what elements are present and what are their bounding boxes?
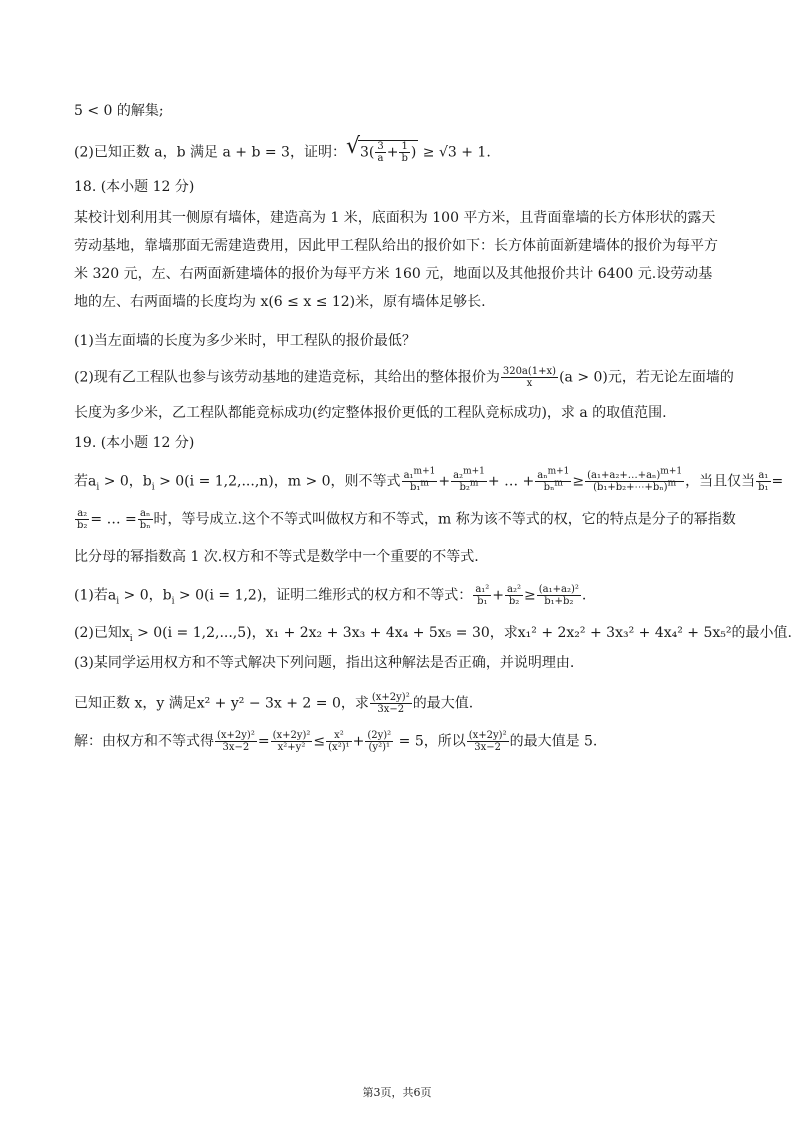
text-line (74, 134, 720, 164)
text: 5 < 0 的解集; (74, 103, 164, 119)
text: 某校计划利用其一侧原有墙体，建造高为 1 米，底面积为 100 平方米，且背面靠墙的长方体形状的露天劳动基地，靠墙那面无需建造费用，因此甲工程队给出的报价如下：长方体前面新建墙体的报价为每平方米 320 元，左、右两面新建墙体的报价为每平方米 160 元，地面以及其他报价共计 6400 元.设劳动基地的左、右两面墙的长度均为 x(6 ≤ x ≤ 12)米，原有墙体足够长. (74, 210, 718, 310)
page-footer (0, 1084, 794, 1100)
text-line: 若$a_i > 0$，$b_i > 0(i = 1,2,...,n)$，m > 0，则不等式 $\frac{a_1^{m+1}}{b_1^m}$ + $\frac{a_2^{m+1}}{b_2^m}$ + … + $\frac{a_n^{m+1}}{b_n^m}$ ≥ $\frac{(a_1+a_2+\dots+a_n)^{m+1}}{(b_1+b_2+\cdots+b_n)^m}$ ，当且仅当 $\frac{\text{a₁}}{\text{b₁}}$ = (74, 466, 784, 493)
paragraph (74, 204, 720, 316)
text-line: 已知正数 x，y 满足x² + y² − 3x + 2 = 0，求 $\frac{\text{(x+2y)²}}{3x-2}$ 的最大值. (74, 692, 474, 715)
text: ≥ √3 + 1. (418, 144, 491, 161)
subquestion (74, 330, 720, 352)
question-title (74, 176, 720, 198)
text: 比分母的幂指数高 1 次.权方和不等式是数学中一个重要的不等式. (74, 549, 479, 565)
page-number: 第3页，共6页 (362, 1086, 432, 1099)
text-line: $\frac{\text{a₂}}{\text{b₂}}$ = … = $\frac{\text{aₙ}}{\text{bₙ}}$ 时，等号成立.这个不等式叫做权方和不等式，m 称为该不等式的权，它的特点是分子的幂指数 (77, 508, 736, 531)
subquestion (74, 652, 720, 674)
text: 18. (本小题 12 分) (74, 179, 195, 195)
text: 长度为多少米，乙工程队都能竞标成功(约定整体报价更低的工程队竞标成功)，求 a 的取值范围. (74, 405, 667, 421)
text-line (74, 546, 720, 568)
subquestion: (1)若$a_i > 0$，$b_i > 0(i = 1,2)$，证明二维形式的权方和不等式： $\frac{\text{a₁²}}{\text{b₁}}$ + $\frac{\text{a₂²}}{\text{b₂}}$ ≥ $\frac{\text{(a₁+a₂)²}}{\text{b₁+b₂}}$ . (74, 584, 587, 607)
sqrt-expression: √ 3( $\frac{3}{a}$ + $\frac{1}{b}$ ) (345, 134, 417, 164)
text: (a > 0)元，若无论左面墙的 (559, 369, 734, 386)
text: (2)现有乙工程队也参与该劳动基地的建造竞标，其给出的整体报价为 (74, 369, 500, 386)
question-title (74, 432, 720, 454)
subquestion: (2)已知$x_i > 0(i = 1,2,...,5)$，x₁ + 2x₂ + 3x₃ + 4x₄ + 5x₅ = 30，求x₁² + 2x₂² + 3x₃² + 4x₄² + 5x₅²的最小值. (74, 625, 792, 644)
text: (2)已知正数 a，b 满足 a + b = 3，证明： (74, 144, 346, 161)
text: 19. (本小题 12 分) (74, 435, 195, 451)
solution-line: 解：由权方和不等式得 $\frac{\text{(x+2y)²}}{3x-2}$ = $\frac{\text{(x+2y)²}}{\text{x²+y²}}$ ≤ $\frac{\text{x²}}{\text{(x²)¹}}$ + $\frac{\text{(2y)²}}{\text{(y²)¹}}$ = 5，所以 $\frac{\text{(x+2y)²}}{3x-2}$ 的最大值是 5. (74, 730, 598, 753)
text: (1)当左面墙的长度为多少米时，甲工程队的报价最低？ (74, 333, 416, 349)
text: (3)某同学运用权方和不等式解决下列问题，指出这种解法是否正确，并说明理由. (74, 655, 575, 671)
subquestion (74, 366, 734, 389)
text-line (74, 100, 720, 122)
text-line (74, 402, 720, 424)
fraction: $\frac{320a(1+x)}{x}$ (502, 366, 557, 389)
